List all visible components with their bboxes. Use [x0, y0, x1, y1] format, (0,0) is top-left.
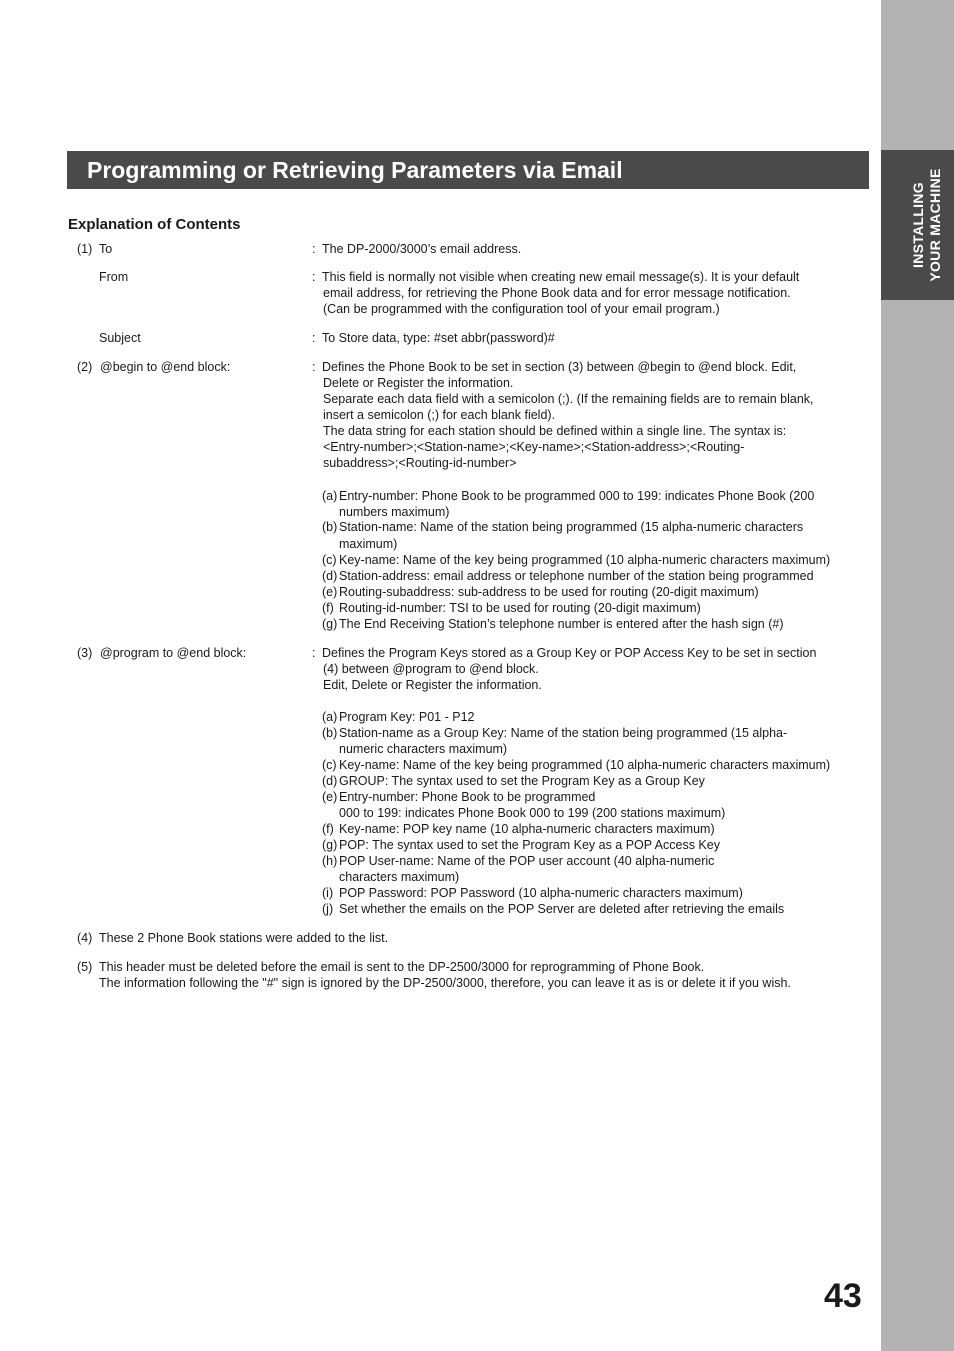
subitem-marker: (a)	[322, 489, 338, 503]
item-text-line: subaddress>;<Routing-id-number>	[323, 456, 517, 470]
subitem-text-line: Key-name: Name of the key being programmed (10 alpha-numeric characters maximum)	[339, 553, 831, 567]
page-title: Programming or Retrieving Parameters via Email	[87, 157, 623, 183]
item-colon: :	[312, 360, 316, 374]
subitem-text-line: Key-name: POP key name (10 alpha-numeric characters maximum)	[339, 822, 715, 836]
item-text-line: email address, for retrieving the Phone Book data and for error message notification.	[323, 286, 791, 300]
subitem-marker: (c)	[322, 553, 337, 567]
item-number: (1)	[77, 242, 93, 256]
item-label: To	[99, 242, 113, 256]
subitem-text-line: Station-address: email address or telephone number of the station being programmed	[339, 569, 814, 583]
item-text-line: Delete or Register the information.	[323, 376, 514, 390]
item-label: Subject	[99, 331, 141, 345]
item-number: (2)	[77, 360, 93, 374]
item-text-line: (Can be programmed with the configuration tool of your email program.)	[323, 302, 720, 316]
item-text-line: The DP-2000/3000’s email address.	[322, 242, 522, 256]
subitem-text-line: The End Receiving Station’s telephone number is entered after the hash sign (#)	[339, 617, 784, 631]
chapter-tab-label	[910, 168, 944, 281]
item-text-line: This header must be deleted before the email is sent to the DP-2500/3000 for reprogramming of Phone Book.	[99, 960, 705, 974]
subitem-marker: (e)	[322, 585, 338, 599]
item-text-line: The information following the "#" sign is ignored by the DP-2500/3000, therefore, you can leave it as is or delete it if you wish.	[99, 976, 791, 990]
subitem-marker: (b)	[322, 520, 338, 534]
subitem-text-line: numbers maximum)	[339, 505, 450, 519]
subitem-marker: (c)	[322, 758, 337, 772]
chapter-tab	[881, 150, 954, 300]
item-text-line: Defines the Program Keys stored as a Group Key or POP Access Key to be set in section	[322, 646, 817, 660]
subitem-text-line: 000 to 199: indicates Phone Book 000 to 199 (200 stations maximum)	[339, 806, 726, 820]
item-number: (5)	[77, 960, 93, 974]
item-text-line: The data string for each station should be defined within a single line. The syntax is:	[323, 424, 787, 438]
item-text-line: This field is normally not visible when creating new email message(s). It is your default	[322, 270, 800, 284]
subitem-text-line: GROUP: The syntax used to set the Program Key as a Group Key	[339, 774, 705, 788]
item-number: (3)	[77, 646, 93, 660]
subitem-marker: (b)	[322, 726, 338, 740]
item-text-line: <Entry-number>;<Station-name>;<Key-name>;<Station-address>;<Routing-	[323, 440, 745, 454]
subitem-text-line: Program Key: P01 - P12	[339, 710, 475, 724]
chapter-tab-line2: YOUR MACHINE	[927, 168, 943, 282]
subitem-text-line: Station-name as a Group Key: Name of the station being programmed (15 alpha-	[339, 726, 788, 740]
item-text-line: Defines the Phone Book to be set in section (3) between @begin to @end block. Edit,	[322, 360, 797, 374]
subitem-text-line: POP Password: POP Password (10 alpha-numeric characters maximum)	[339, 886, 743, 900]
item-text-line: To Store data, type: #set abbr(password)#	[322, 331, 555, 345]
subitem-text-line: maximum)	[339, 537, 398, 551]
item-label: @begin to @end block:	[100, 360, 231, 374]
subitem-text-line: POP: The syntax used to set the Program Key as a POP Access Key	[339, 838, 720, 852]
item-text-line: insert a semicolon (;) for each blank field).	[323, 408, 556, 422]
item-label: @program to @end block:	[100, 646, 247, 660]
subitem-text-line: Routing-subaddress: sub-address to be used for routing (20-digit maximum)	[339, 585, 759, 599]
page-number: 43	[824, 1277, 862, 1315]
subitem-text-line: Set whether the emails on the POP Server are deleted after retrieving the emails	[339, 902, 785, 916]
subitem-marker: (e)	[322, 790, 338, 804]
item-colon: :	[312, 646, 316, 660]
subitem-marker: (h)	[322, 854, 338, 868]
subitem-marker: (j)	[322, 902, 334, 916]
subitem-marker: (i)	[322, 886, 334, 900]
item-number: (4)	[77, 931, 93, 945]
subitem-text-line: Routing-id-number: TSI to be used for routing (20-digit maximum)	[339, 601, 701, 615]
subitem-marker: (g)	[322, 617, 338, 631]
item-colon: :	[312, 270, 316, 284]
item-label: From	[99, 270, 129, 284]
subitem-marker: (a)	[322, 710, 338, 724]
subitem-marker: (f)	[322, 601, 334, 615]
subitem-text-line: characters maximum)	[339, 870, 460, 884]
subitem-text-line: numeric characters maximum)	[339, 742, 508, 756]
item-text-line: (4) between @program to @end block.	[323, 662, 539, 676]
subitem-marker: (f)	[322, 822, 334, 836]
subitem-marker: (d)	[322, 569, 338, 583]
subitem-text-line: Entry-number: Phone Book to be programmed 000 to 199: indicates Phone Book (200	[339, 489, 815, 503]
item-text-line: Edit, Delete or Register the information.	[323, 678, 542, 692]
subitem-marker: (g)	[322, 838, 338, 852]
subitem-text-line: POP User-name: Name of the POP user account (40 alpha-numeric	[339, 854, 715, 868]
title-bar	[67, 151, 869, 189]
item-colon: :	[312, 242, 316, 256]
item-text-line: These 2 Phone Book stations were added to the list.	[99, 931, 389, 945]
subitem-marker: (d)	[322, 774, 338, 788]
subitem-text-line: Key-name: Name of the key being programmed (10 alpha-numeric characters maximum)	[339, 758, 831, 772]
chapter-tab-line1: INSTALLING	[910, 182, 926, 268]
section-heading: Explanation of Contents	[68, 216, 241, 233]
subitem-text-line: Entry-number: Phone Book to be programmed	[339, 790, 596, 804]
item-text-line: Separate each data field with a semicolon (;). (If the remaining fields are to remain blank,	[323, 392, 814, 406]
subitem-text-line: Station-name: Name of the station being programmed (15 alpha-numeric characters	[339, 520, 804, 534]
item-colon: :	[312, 331, 316, 345]
